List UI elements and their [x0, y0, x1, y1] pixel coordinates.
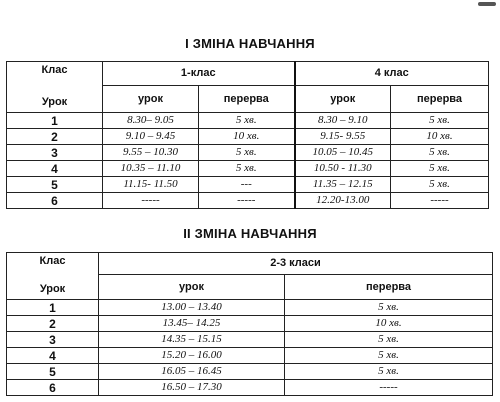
lesson-number: 3 — [7, 332, 99, 348]
group2-break-time: 5 хв. — [391, 177, 489, 193]
break-time: 5 хв. — [285, 300, 493, 316]
lesson-label: Урок — [39, 283, 66, 295]
table-row — [7, 300, 493, 316]
group1-lesson-time: 9.55 – 10.30 — [103, 145, 199, 161]
group1-header: 1-клас — [103, 62, 295, 86]
group1-break-time: 5 хв. — [199, 161, 295, 177]
group2-break-header: перерва — [391, 86, 489, 113]
lesson-time: 13.00 – 13.40 — [99, 300, 285, 316]
table-row — [7, 145, 489, 161]
lesson-number: 1 — [7, 113, 103, 129]
lesson-number: 2 — [7, 129, 103, 145]
table-row — [7, 193, 489, 209]
group1-lesson-time: ----- — [103, 193, 199, 209]
lesson-header: урок — [99, 275, 285, 300]
group1-lesson-time: 9.10 – 9.45 — [103, 129, 199, 145]
group2-break-time: 10 хв. — [391, 129, 489, 145]
lesson-time: 16.05 – 16.45 — [99, 364, 285, 380]
group2-break-time: 5 хв. — [391, 113, 489, 129]
shift2-schedule-table — [6, 252, 493, 396]
group1-lesson-time: 11.15- 11.50 — [103, 177, 199, 193]
shift1-schedule-table — [6, 61, 489, 209]
table-row — [7, 113, 489, 129]
table-row — [7, 380, 493, 396]
break-time: 10 хв. — [285, 316, 493, 332]
table-row — [7, 316, 493, 332]
lesson-number: 1 — [7, 300, 99, 316]
table-row — [7, 177, 489, 193]
group2-lesson-time: 10.50 - 11.30 — [295, 161, 391, 177]
group1-break-time: --- — [199, 177, 295, 193]
lesson-time: 16.50 – 17.30 — [99, 380, 285, 396]
break-time: 5 хв. — [285, 364, 493, 380]
shift1-corner-header — [7, 62, 103, 113]
shift2-corner-header — [7, 253, 99, 300]
group1-break-time: ----- — [199, 193, 295, 209]
lesson-number: 6 — [7, 193, 103, 209]
group1-break-time: 5 хв. — [199, 113, 295, 129]
group2-lesson-time: 12.20-13.00 — [295, 193, 391, 209]
lesson-time: 15.20 – 16.00 — [99, 348, 285, 364]
break-time: 5 хв. — [285, 348, 493, 364]
group2-lesson-header: урок — [295, 86, 391, 113]
break-header: перерва — [285, 275, 493, 300]
lesson-label: Урок — [41, 96, 68, 108]
lesson-number: 3 — [7, 145, 103, 161]
lesson-number: 6 — [7, 380, 99, 396]
table-row — [7, 129, 489, 145]
group1-lesson-time: 8.30– 9.05 — [103, 113, 199, 129]
table-row — [7, 364, 493, 380]
lesson-number: 4 — [7, 161, 103, 177]
lesson-number: 2 — [7, 316, 99, 332]
lesson-number: 4 — [7, 348, 99, 364]
group1-break-time: 10 хв. — [199, 129, 295, 145]
lesson-time: 14.35 – 15.15 — [99, 332, 285, 348]
lesson-number: 5 — [7, 364, 99, 380]
lesson-number: 5 — [7, 177, 103, 193]
table-row — [7, 332, 493, 348]
group2-break-time: 5 хв. — [391, 145, 489, 161]
class-label: Клас — [41, 64, 68, 76]
table-row — [7, 161, 489, 177]
group2-lesson-time: 11.35 – 12.15 — [295, 177, 391, 193]
group-header: 2-3 класи — [99, 253, 493, 275]
group2-lesson-time: 9.15- 9.55 — [295, 129, 391, 145]
table-row — [7, 348, 493, 364]
group2-header: 4 клас — [295, 62, 489, 86]
group2-break-time: 5 хв. — [391, 161, 489, 177]
lesson-time: 13.45– 14.25 — [99, 316, 285, 332]
shift2-title: ІІ ЗМІНА НАВЧАННЯ — [183, 226, 317, 241]
group2-lesson-time: 8.30 – 9.10 — [295, 113, 391, 129]
group1-break-time: 5 хв. — [199, 145, 295, 161]
group1-lesson-time: 10.35 – 11.10 — [103, 161, 199, 177]
group2-break-time: ----- — [391, 193, 489, 209]
scan-mark — [478, 2, 496, 6]
break-time: ----- — [285, 380, 493, 396]
class-label: Клас — [39, 255, 66, 267]
shift1-title: І ЗМІНА НАВЧАННЯ — [185, 36, 315, 51]
group1-break-header: перерва — [199, 86, 295, 113]
group1-lesson-header: урок — [103, 86, 199, 113]
group2-lesson-time: 10.05 – 10.45 — [295, 145, 391, 161]
break-time: 5 хв. — [285, 332, 493, 348]
